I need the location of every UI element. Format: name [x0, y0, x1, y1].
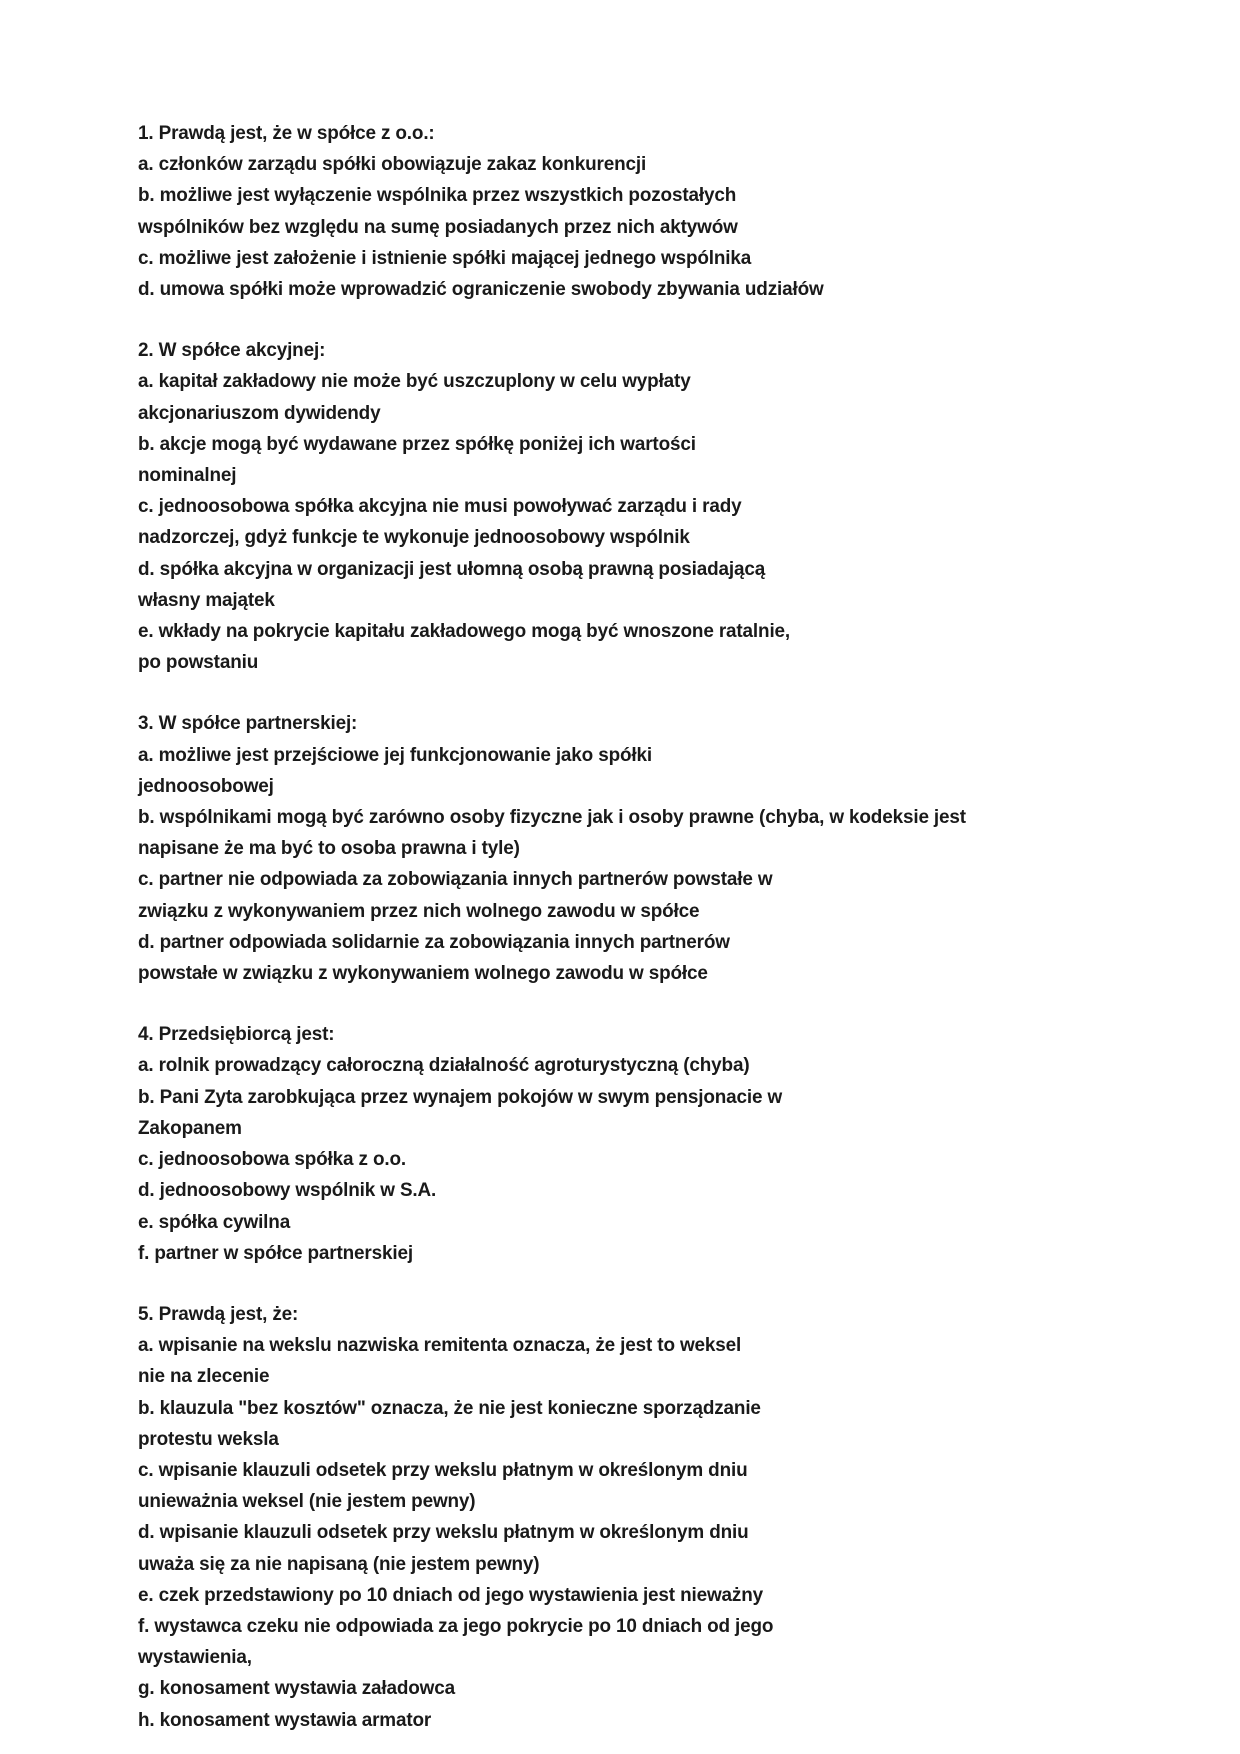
- question-heading: 4. Przedsiębiorcą jest:: [138, 1023, 335, 1046]
- answer-line: f. partner w spółce partnerskiej: [138, 1241, 413, 1264]
- answer-line: b. klauzula "bez kosztów" oznacza, że nie jest konieczne sporządzanie: [138, 1396, 761, 1419]
- answer-line: jednoosobowej: [138, 774, 274, 797]
- answer-line: d. jednoosobowy wspólnik w S.A.: [138, 1179, 437, 1202]
- question-block: [138, 1299, 1148, 1736]
- answer-line: b. możliwe jest wyłączenie wspólnika przez wszystkich pozostałych: [138, 184, 737, 207]
- answer-line: c. jednoosobowa spółka akcyjna nie musi powoływać zarządu i rady: [138, 495, 742, 518]
- answer-line: protestu weksla: [138, 1427, 279, 1450]
- answer-line: b. akcje mogą być wydawane przez spółkę poniżej ich wartości: [138, 432, 696, 455]
- answer-line: wystawienia,: [138, 1646, 252, 1669]
- answer-line: h. konosament wystawia armator: [138, 1708, 432, 1731]
- answer-line: c. jednoosobowa spółka z o.o.: [138, 1148, 406, 1171]
- answer-line: wspólników bez względu na sumę posiadanych przez nich aktywów: [138, 215, 738, 238]
- answer-line: c. partner nie odpowiada za zobowiązania innych partnerów powstałe w: [138, 868, 773, 891]
- answer-line: akcjonariuszom dywidendy: [138, 401, 381, 424]
- question-heading: 2. W spółce akcyjnej:: [138, 339, 326, 362]
- answer-line: d. umowa spółki może wprowadzić ograniczenie swobody zbywania udziałów: [138, 278, 824, 301]
- answer-line: a. możliwe jest przejściowe jej funkcjonowanie jako spółki: [138, 743, 652, 766]
- answer-line: napisane że ma być to osoba prawna i tyle): [138, 837, 520, 860]
- answer-line: powstałe w związku z wykonywaniem wolnego zawodu w spółce: [138, 962, 708, 985]
- question-heading: 5. Prawdą jest, że:: [138, 1302, 299, 1325]
- answer-line: g. konosament wystawia załadowca: [138, 1677, 456, 1700]
- answer-line: e. spółka cywilna: [138, 1210, 291, 1233]
- answer-line: nominalnej: [138, 464, 237, 487]
- answer-line: uważa się za nie napisaną (nie jestem pewny): [138, 1552, 540, 1575]
- answer-line: unieważnia weksel (nie jestem pewny): [138, 1490, 476, 1513]
- document-text-body: [138, 118, 1148, 1736]
- answer-line: nie na zlecenie: [138, 1365, 270, 1388]
- answer-line: e. czek przedstawiony po 10 dniach od jego wystawienia jest nieważny: [138, 1583, 763, 1606]
- answer-line: a. członków zarządu spółki obowiązuje zakaz konkurencji: [138, 153, 647, 176]
- answer-line: b. Pani Zyta zarobkująca przez wynajem pokojów w swym pensjonacie w: [138, 1085, 783, 1108]
- answer-line: b. wspólnikami mogą być zarówno osoby fizyczne jak i osoby prawne (chyba, w kodeksie jest: [138, 806, 966, 829]
- answer-line: d. spółka akcyjna w organizacji jest ułomną osobą prawną posiadającą: [138, 557, 766, 580]
- answer-line: c. możliwe jest założenie i istnienie spółki mającej jednego wspólnika: [138, 246, 752, 269]
- answer-line: d. wpisanie klauzuli odsetek przy wekslu płatnym w określonym dniu: [138, 1521, 749, 1544]
- answer-line: c. wpisanie klauzuli odsetek przy wekslu płatnym w określonym dniu: [138, 1458, 748, 1481]
- answer-line: e. wkłady na pokrycie kapitału zakładowego mogą być wnoszone ratalnie,: [138, 620, 791, 643]
- question-block: [138, 335, 1148, 678]
- answer-line: po powstaniu: [138, 651, 259, 674]
- answer-line: własny majątek: [138, 588, 275, 611]
- question-block: [138, 118, 1148, 305]
- question-heading: 1. Prawdą jest, że w spółce z o.o.:: [138, 122, 435, 144]
- question-block: [138, 708, 1148, 989]
- answer-line: a. wpisanie na wekslu nazwiska remitenta oznacza, że jest to weksel: [138, 1334, 742, 1357]
- question-heading: 3. W spółce partnerskiej:: [138, 712, 358, 735]
- answer-line: Zakopanem: [138, 1116, 242, 1139]
- answer-line: związku z wykonywaniem przez nich wolnego zawodu w spółce: [138, 899, 700, 922]
- answer-line: a. kapitał zakładowy nie może być uszczuplony w celu wypłaty: [138, 370, 691, 393]
- question-block: [138, 1019, 1148, 1269]
- answer-line: nadzorczej, gdyż funkcje te wykonuje jednoosobowy wspólnik: [138, 526, 690, 549]
- answer-line: d. partner odpowiada solidarnie za zobowiązania innych partnerów: [138, 930, 730, 953]
- answer-line: f. wystawca czeku nie odpowiada za jego pokrycie po 10 dniach od jego: [138, 1614, 774, 1637]
- answer-line: a. rolnik prowadzący całoroczną działalność agroturystyczną (chyba): [138, 1054, 750, 1077]
